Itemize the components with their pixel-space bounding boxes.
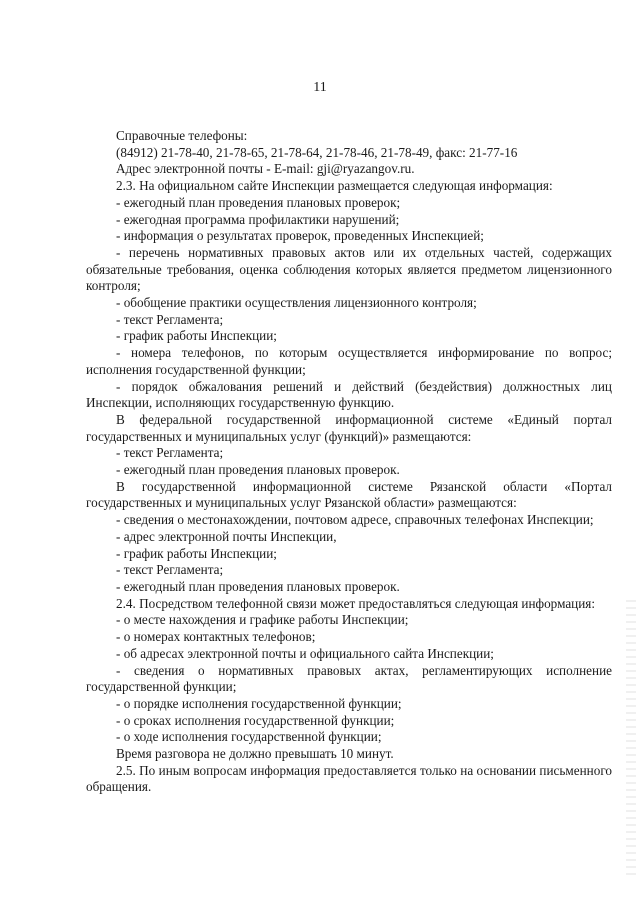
paragraph: - ежегодный план проведения плановых проверок;	[116, 194, 401, 210]
paragraph: Справочные телефоны:	[116, 128, 248, 143]
paragraph: Время разговора не должно превышать 10 минут.	[116, 746, 394, 762]
paragraph: В государственной информационной системе Рязанской области «Портал государственных и муниципальных услуг Рязанской области» размещаются:	[86, 478, 612, 511]
paragraph: - о номерах контактных телефонов;	[116, 629, 316, 645]
paragraph: - текст Регламента;	[116, 562, 224, 578]
document-body	[86, 128, 612, 796]
paragraph: - адрес электронной почты Инспекции,	[116, 528, 337, 544]
paragraph: - ежегодный план проведения плановых проверок.	[116, 462, 400, 478]
paragraph: - ежегодная программа профилактики нарушений;	[116, 211, 400, 227]
paragraph: 2.5. По иным вопросам информация предоставляется только на основании письменного обращения.	[86, 762, 612, 795]
paragraph: - текст Регламента;	[116, 311, 224, 327]
paragraph: - график работы Инспекции;	[116, 328, 277, 344]
paragraph: - текст Регламента;	[116, 445, 224, 461]
paragraph: - о ходе исполнения государственной функции;	[116, 729, 382, 745]
paragraph: - обобщение практики осуществления лицензионного контроля;	[116, 295, 477, 311]
paragraph: - сведения о местонахождении, почтовом адресе, справочных телефонах Инспекции;	[116, 512, 594, 528]
paragraph: - ежегодный план проведения плановых проверок.	[116, 578, 400, 594]
paragraph: - сведения о нормативных правовых актах, регламентирующих исполнение государственной функции;	[86, 662, 612, 695]
paragraph: - перечень нормативных правовых актов или их отдельных частей, содержащих обязательные требования, оценка соблюдения которых является предметом лицензионного контроля;	[86, 244, 612, 294]
paragraph: - о порядке исполнения государственной функции;	[116, 695, 402, 711]
paragraph: 2.3. На официальном сайте Инспекции размещается следующая информация:	[116, 178, 553, 194]
paragraph: - о месте нахождения и графике работы Инспекции;	[116, 612, 409, 628]
paragraph: - информация о результатах проверок, проведенных Инспекцией;	[116, 228, 484, 244]
paragraph: - об адресах электронной почты и официального сайта Инспекции;	[116, 645, 494, 661]
paragraph: - о сроках исполнения государственной функции;	[116, 712, 395, 728]
page-number: 11	[313, 80, 327, 95]
paragraph: - график работы Инспекции;	[116, 545, 277, 561]
paragraph: В федеральной государственной информационной системе «Единый портал государственных и муниципальных услуг (функций)» размещаются:	[86, 411, 612, 444]
scan-edge-noise	[626, 600, 636, 880]
paragraph: (84912) 21-78-40, 21-78-65, 21-78-64, 21-78-46, 21-78-49, факс: 21-77-16	[116, 144, 518, 160]
paragraph: - порядок обжалования решений и действий (бездействия) должностных лиц Инспекции, исполняющих государственную функцию.	[86, 378, 612, 411]
paragraph: Адрес электронной почты - E-mail: gji@ryazangov.ru.	[116, 161, 415, 177]
paragraph: 2.4. Посредством телефонной связи может предоставляться следующая информация:	[116, 595, 596, 611]
paragraph: - номера телефонов, по которым осуществляется информирование по вопрос; исполнения государственной функции;	[86, 345, 612, 377]
